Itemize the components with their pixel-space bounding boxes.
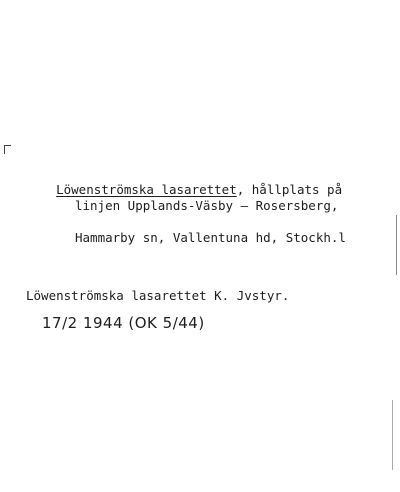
heading-rest: , hållplats på [236, 182, 343, 197]
place-name: Löwenströmska lasarettet [56, 182, 237, 197]
edge-mark-top [4, 145, 11, 146]
edge-line-right-lower [392, 400, 393, 470]
date-line: 17/2 1944 (OK 5/44) [42, 314, 205, 332]
source-line: Löwenströmska lasarettet K. Jvstyr. [26, 288, 290, 303]
parish-line: Hammarby sn, Vallentuna hd, Stockh.l [75, 230, 346, 245]
edge-line-right [396, 215, 397, 275]
edge-mark-vertical [4, 145, 5, 154]
route-line: linjen Upplands-Väsby – Rosersberg, [75, 198, 339, 213]
